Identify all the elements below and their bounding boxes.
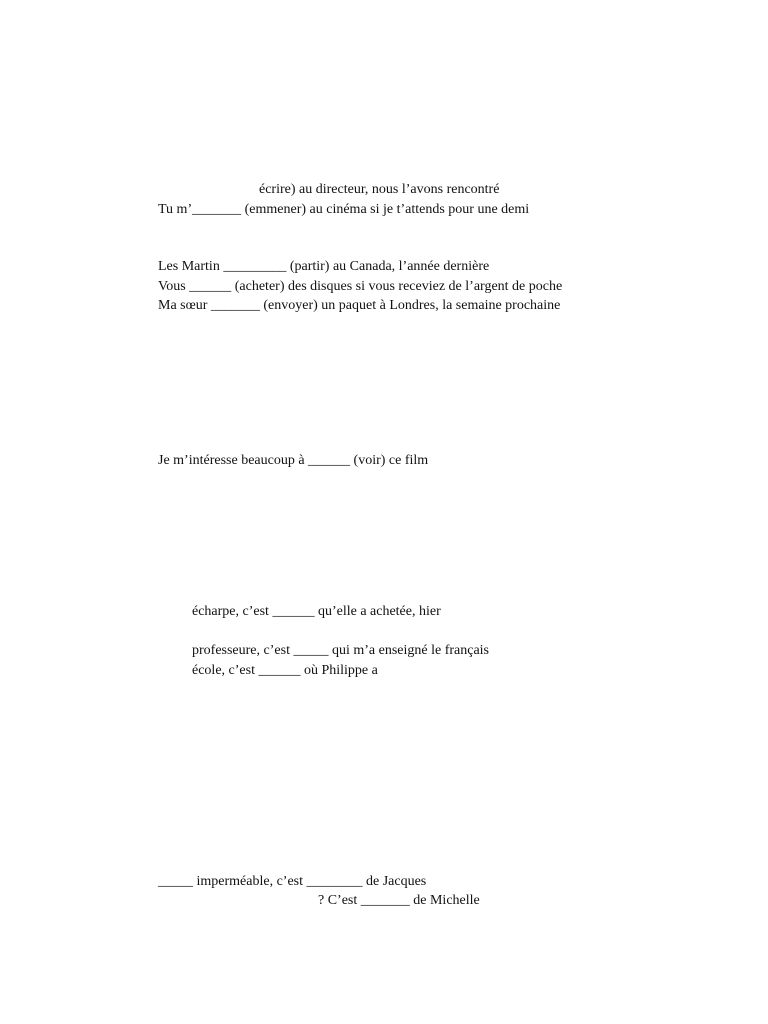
exercise-line-ecole: école, c’est ______ où Philippe a: [192, 663, 378, 678]
exercise-line-emmener: Tu m’_______ (emmener) au cinéma si je t’attends pour une demi: [158, 202, 530, 217]
exercise-line-acheter: Vous ______ (acheter) des disques si vous receviez de l’argent de poche: [158, 279, 563, 294]
exercise-line-impermeable: _____ imperméable, c’est ________ de Jacques: [158, 874, 427, 889]
exercise-line-voir: Je m’intéresse beaucoup à ______ (voir) ce film: [158, 453, 429, 468]
exercise-line-professeure: professeure, c’est _____ qui m’a enseigné le français: [192, 643, 489, 658]
exercise-line-envoyer: Ma sœur _______ (envoyer) un paquet à Londres, la semaine prochaine: [158, 298, 561, 313]
exercise-line-michelle: ? C’est _______ de Michelle: [318, 893, 480, 908]
exercise-line-echarpe: écharpe, c’est ______ qu’elle a achetée, hier: [192, 604, 441, 619]
exercise-line-partir: Les Martin _________ (partir) au Canada, l’année dernière: [158, 259, 490, 274]
exercise-line-ecrire: écrire) au directeur, nous l’avons rencontré: [259, 182, 500, 197]
